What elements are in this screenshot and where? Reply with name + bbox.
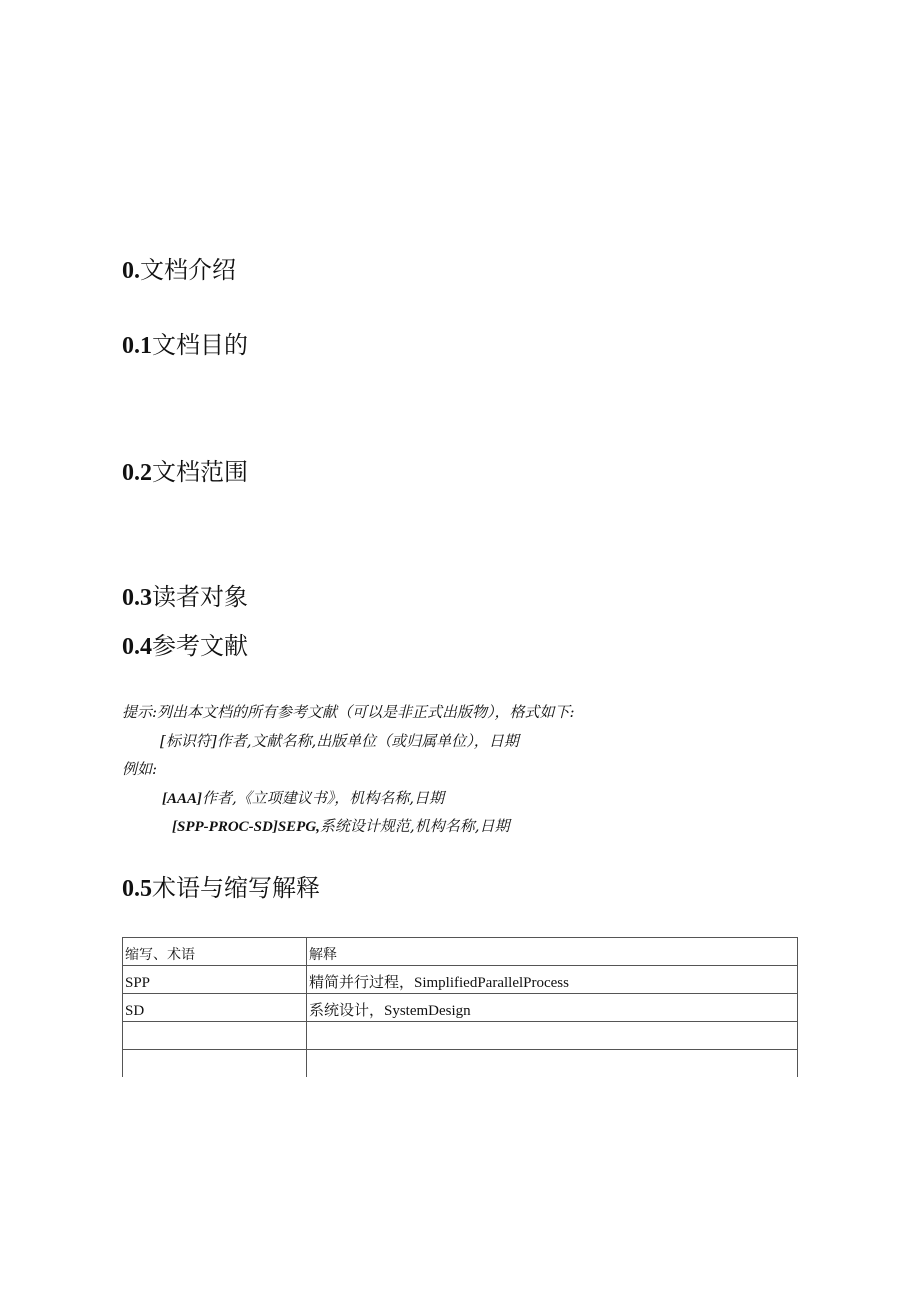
heading-number: 0.4 bbox=[122, 634, 152, 660]
table-cell: 系统设计，SystemDesign bbox=[307, 994, 798, 1022]
heading-text: 参考文献 bbox=[152, 632, 248, 660]
heading-document-scope bbox=[122, 457, 248, 488]
heading-text: 文档介绍 bbox=[140, 256, 236, 284]
heading-text: 读者对象 bbox=[152, 583, 248, 611]
table-cell: 精简并行过程，SimplifiedParallelProcess bbox=[307, 966, 798, 994]
table-cell bbox=[307, 1022, 798, 1050]
table-cell bbox=[123, 1022, 307, 1050]
table-cell bbox=[307, 1050, 798, 1078]
heading-references bbox=[122, 631, 248, 662]
table-header-cell: 缩写、术语 bbox=[123, 938, 307, 966]
heading-number: 0.2 bbox=[122, 460, 152, 486]
references-hint: 提示:列出本文档的所有参考文献（可以是非正式出版物），格式如下: bbox=[122, 703, 575, 721]
table-row bbox=[123, 1022, 798, 1050]
heading-number: 0.5 bbox=[122, 876, 152, 902]
table-cell: SPP bbox=[123, 966, 307, 994]
heading-text: 文档范围 bbox=[152, 458, 248, 486]
heading-number: 0.3 bbox=[122, 585, 152, 611]
heading-number: 0.1 bbox=[122, 333, 152, 359]
reference-example-2 bbox=[172, 816, 509, 837]
table-row bbox=[123, 994, 798, 1022]
heading-document-purpose bbox=[122, 330, 248, 361]
reference-detail: 系统设计规范,机构名称,日期 bbox=[319, 817, 510, 835]
table-cell bbox=[123, 1050, 307, 1078]
references-format: [标识符]作者,文献名称,出版单位（或归属单位），日期 bbox=[160, 732, 519, 750]
table-row bbox=[123, 966, 798, 994]
heading-audience bbox=[122, 582, 248, 613]
heading-number: 0. bbox=[122, 258, 140, 284]
heading-text: 术语与缩写解释 bbox=[152, 874, 320, 902]
heading-document-intro bbox=[122, 255, 236, 286]
table-row bbox=[123, 1050, 798, 1078]
reference-example-1 bbox=[162, 788, 444, 809]
terms-table bbox=[122, 937, 798, 1077]
reference-id: [AAA] bbox=[162, 791, 203, 807]
example-label: 例如: bbox=[122, 760, 158, 778]
table-header-row bbox=[123, 938, 798, 966]
heading-text: 文档目的 bbox=[152, 331, 248, 359]
reference-detail: 作者,《立项建议书》，机构名称,日期 bbox=[202, 789, 445, 807]
table-cell: SD bbox=[123, 994, 307, 1022]
reference-id: [SPP-PROC-SD]SEPG, bbox=[172, 819, 320, 835]
table-header-cell: 解释 bbox=[307, 938, 798, 966]
heading-terms bbox=[122, 873, 320, 904]
